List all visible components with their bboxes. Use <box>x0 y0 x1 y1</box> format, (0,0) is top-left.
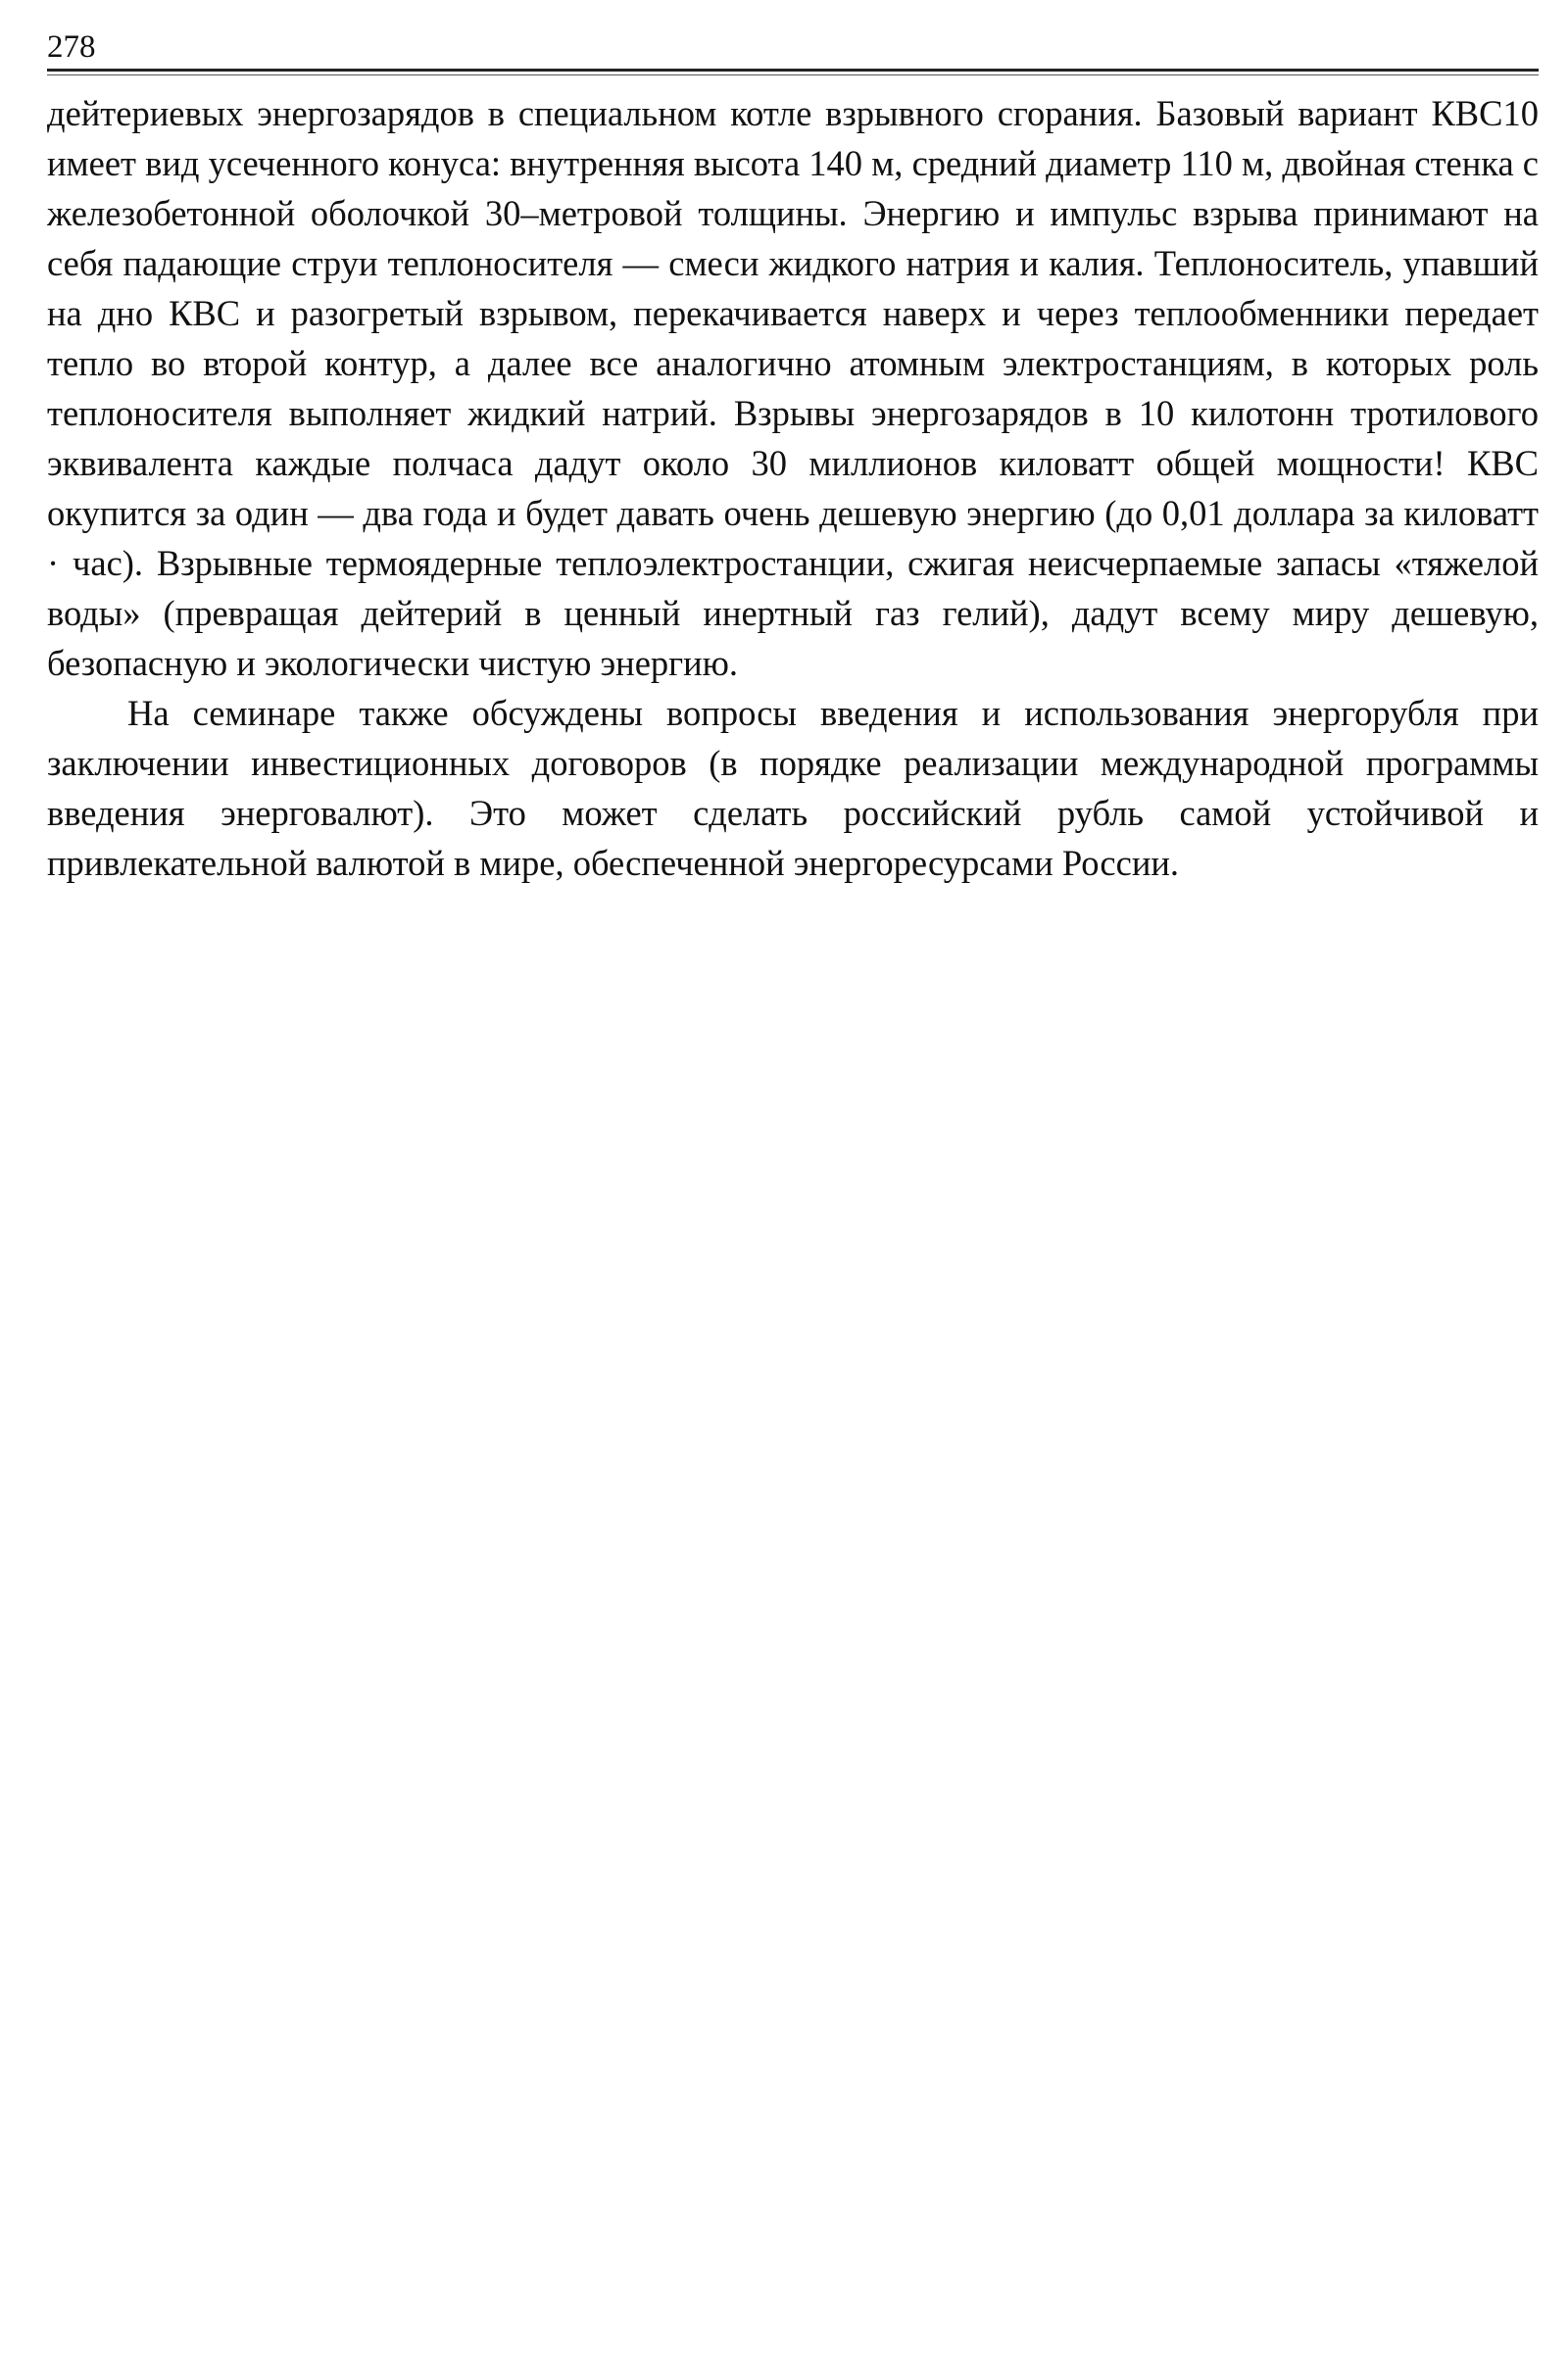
book-page <box>47 27 1539 888</box>
page-number: 278 <box>47 29 96 65</box>
header-rule <box>47 69 1539 72</box>
body-text <box>47 88 1539 888</box>
header-rule-thin <box>47 74 1539 75</box>
paragraph-seminar: На семинаре также обсуждены вопросы введения и использования энергорубля при заключении инвестиционных договоров (в порядке реализации международной программы введения энерговалют). Это может сделать российский рубль самой устойчивой и привлекательной валютой в мире, обеспеченной энергоресурсами России. <box>47 693 1539 883</box>
page-header <box>47 27 1539 71</box>
paragraph-continuation: дейтериевых энергозарядов в специальном котле взрывного сгорания. Базовый вариант КВС10 имеет вид усеченного конуса: внутренняя высота 140 м, средний диаметр 110 м, двойная стенка с железобетонной оболочкой 30–метровой толщины. Энергию и импульс взрыва принимают на себя падающие струи теплоносителя — смеси жидкого натрия и калия. Теплоноситель, упавший на дно КВС и разогретый взрывом, перекачивается наверх и через теплообменники передает тепло во второй контур, а далее все аналогично атомным электростанциям, в которых роль теплоносителя выполняет жидкий натрий. Взрывы энергозарядов в 10 килотонн тротилового эквивалента каждые полчаса дадут около 30 миллионов киловатт общей мощности! КВС окупится за один — два года и будет давать очень дешевую энергию (до 0,01 доллара за киловатт · час). Взрывные термоядерные теплоэлектростанции, сжигая неисчерпаемые запасы «тяжелой воды» (превращая дейтерий в ценный инертный газ гелий), дадут всему миру дешевую, безопасную и экологически чистую энергию. <box>47 93 1539 683</box>
